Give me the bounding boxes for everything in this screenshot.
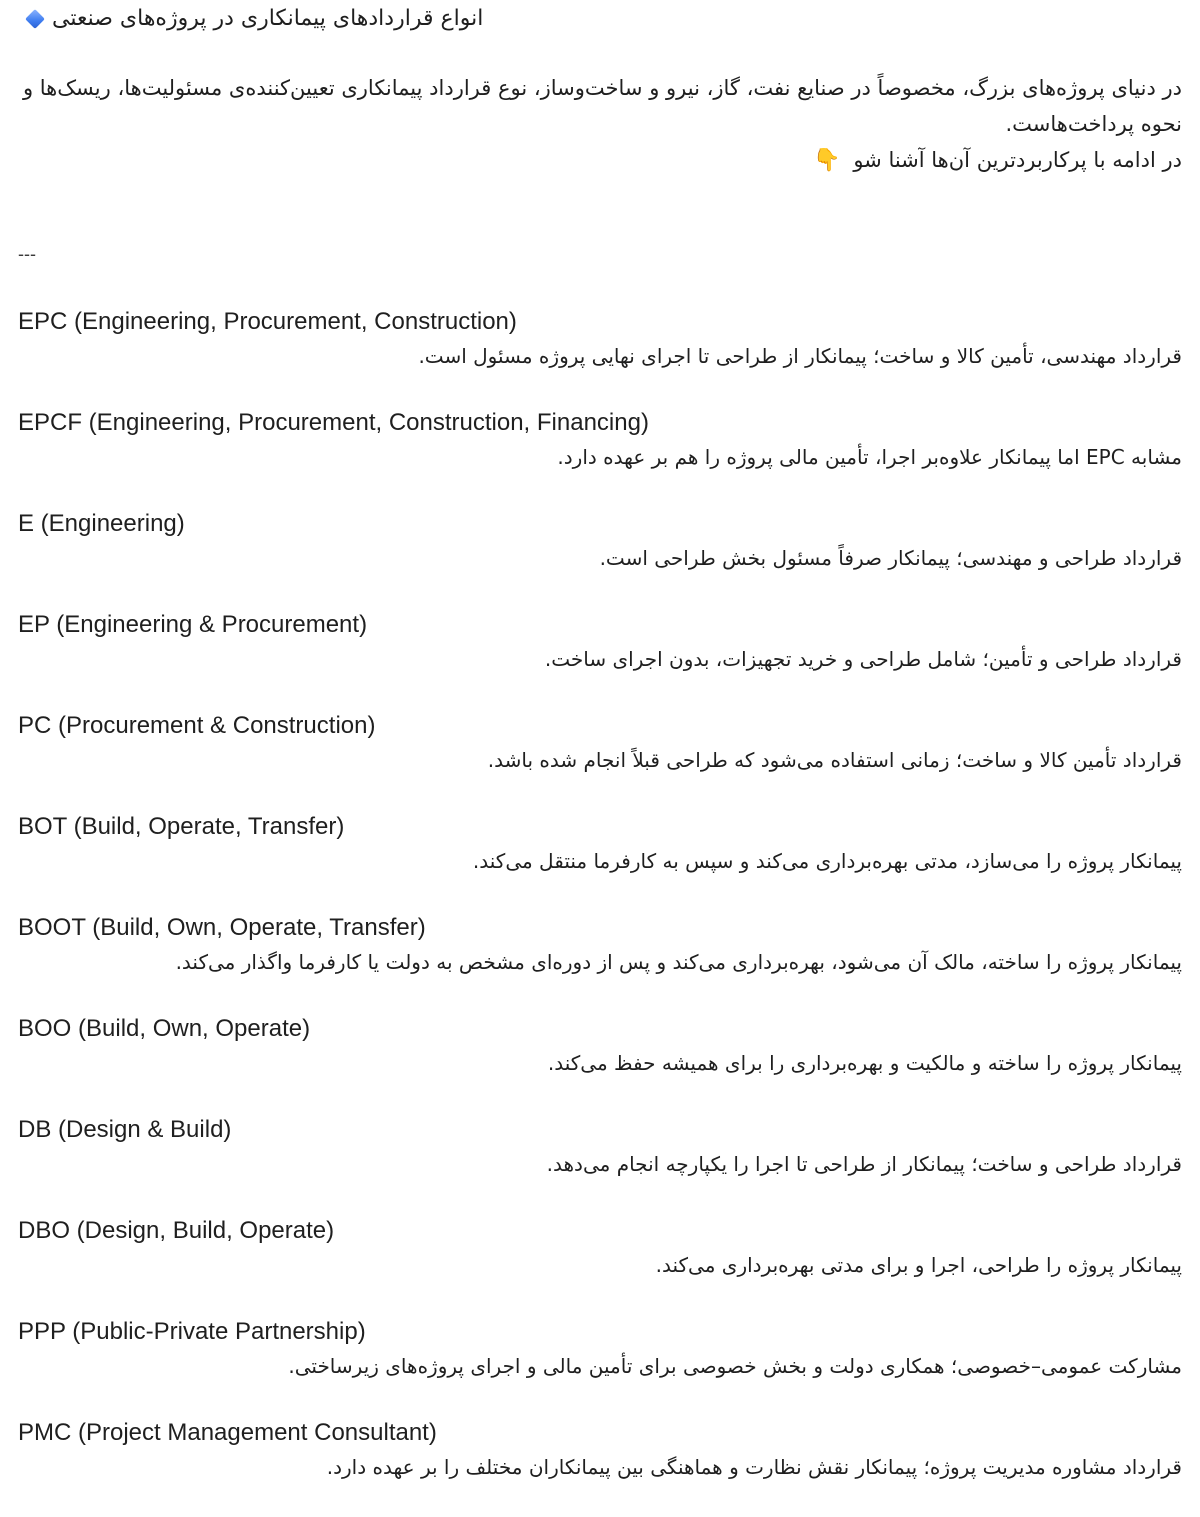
contract-description: مشابه EPC اما پیمانکار علاوه‌بر اجرا، تأمین مالی پروژه را هم بر عهده دارد. — [557, 445, 1182, 469]
contract-description: پیمانکار پروژه را ساخته و مالکیت و بهره‌برداری را برای همیشه حفظ می‌کند. — [547, 1051, 1182, 1075]
post-title — [20, 4, 1180, 34]
contract-item — [18, 1214, 1182, 1315]
contract-item — [18, 507, 1182, 608]
contract-title: PMC (Project Management Consultant) — [18, 1419, 437, 1446]
contract-title: EPCF (Engineering, Procurement, Construction, Financing) — [18, 409, 649, 436]
contract-description: قرارداد طراحی و ساخت؛ پیمانکار از طراحی تا اجرا را یکپارچه انجام می‌دهد. — [546, 1152, 1182, 1176]
contract-description: مشارکت عمومی–خصوصی؛ همکاری دولت و بخش خصوصی برای تأمین مالی و اجرای پروژه‌های زیرساختی. — [288, 1354, 1182, 1378]
separator: --- — [18, 244, 36, 264]
contract-item — [18, 406, 1182, 507]
contract-title: EPC (Engineering, Procurement, Construction) — [18, 308, 517, 335]
contract-title: BOT (Build, Operate, Transfer) — [18, 813, 345, 840]
intro-paragraph — [18, 70, 1182, 179]
contract-description: پیمانکار پروژه را می‌سازد، مدتی بهره‌برداری می‌کند و سپس به کارفرما منتقل می‌کند. — [472, 849, 1182, 873]
contract-item — [18, 1416, 1182, 1517]
contract-description: پیمانکار پروژه را طراحی، اجرا و برای مدتی بهره‌برداری می‌کند. — [655, 1253, 1182, 1277]
contract-description: قرارداد طراحی و تأمین؛ شامل طراحی و خرید تجهیزات، بدون اجرای ساخت. — [544, 647, 1182, 671]
contract-item — [18, 1012, 1182, 1113]
contract-title: EP (Engineering & Procurement) — [18, 611, 368, 638]
contract-item — [18, 709, 1182, 810]
contract-list — [18, 305, 1182, 1517]
pointing-down-hand-icon: 👇 — [813, 148, 841, 173]
contract-item — [18, 608, 1182, 709]
blue-diamond-icon — [25, 9, 45, 29]
post-title-text: انواع قراردادهای پیمانکاری در پروژه‌های صنعتی — [52, 6, 484, 31]
contract-title: BOOT (Build, Own, Operate, Transfer) — [18, 914, 426, 941]
contract-description: قرارداد مهندسی، تأمین کالا و ساخت؛ پیمانکار از طراحی تا اجرای نهایی پروژه مسئول است. — [418, 344, 1182, 368]
contract-title: E (Engineering) — [18, 510, 185, 537]
intro-line-2 — [18, 142, 1182, 179]
contract-title: DBO (Design, Build, Operate) — [18, 1217, 335, 1244]
contract-description: قرارداد طراحی و مهندسی؛ پیمانکار صرفاً مسئول بخش طراحی است. — [599, 546, 1182, 570]
contract-item — [18, 305, 1182, 406]
contract-item — [18, 1113, 1182, 1214]
contract-title: PC (Procurement & Construction) — [18, 712, 376, 739]
contract-description: قرارداد مشاوره مدیریت پروژه؛ پیمانکار نقش نظارت و هماهنگی بین پیمانکاران مختلف را بر عهده دارد. — [326, 1455, 1182, 1479]
contract-title: PPP (Public-Private Partnership) — [18, 1318, 366, 1345]
contract-title: BOO (Build, Own, Operate) — [18, 1015, 311, 1042]
contract-item — [18, 1315, 1182, 1416]
contract-description: قرارداد تأمین کالا و ساخت؛ زمانی استفاده می‌شود که طراحی قبلاً انجام شده باشد. — [487, 748, 1182, 772]
intro-line-2-text: در ادامه با پرکاربردترین آن‌ها آشنا شو — [853, 148, 1182, 172]
contract-item — [18, 911, 1182, 1012]
contract-item — [18, 810, 1182, 911]
intro-line-1: در دنیای پروژه‌های بزرگ، مخصوصاً در صنایع نفت، گاز، نیرو و ساخت‌وساز، نوع قرارداد پیمانکاری تعیین‌کننده‌ی مسئولیت‌ها، ریسک‌ها و نحوه پرداخت‌هاست. — [22, 76, 1182, 136]
contract-description: پیمانکار پروژه را ساخته، مالک آن می‌شود، بهره‌برداری می‌کند و پس از دوره‌ای مشخص به دولت یا کارفرما واگذار می‌کند. — [175, 950, 1182, 974]
contract-title: DB (Design & Build) — [18, 1116, 232, 1143]
